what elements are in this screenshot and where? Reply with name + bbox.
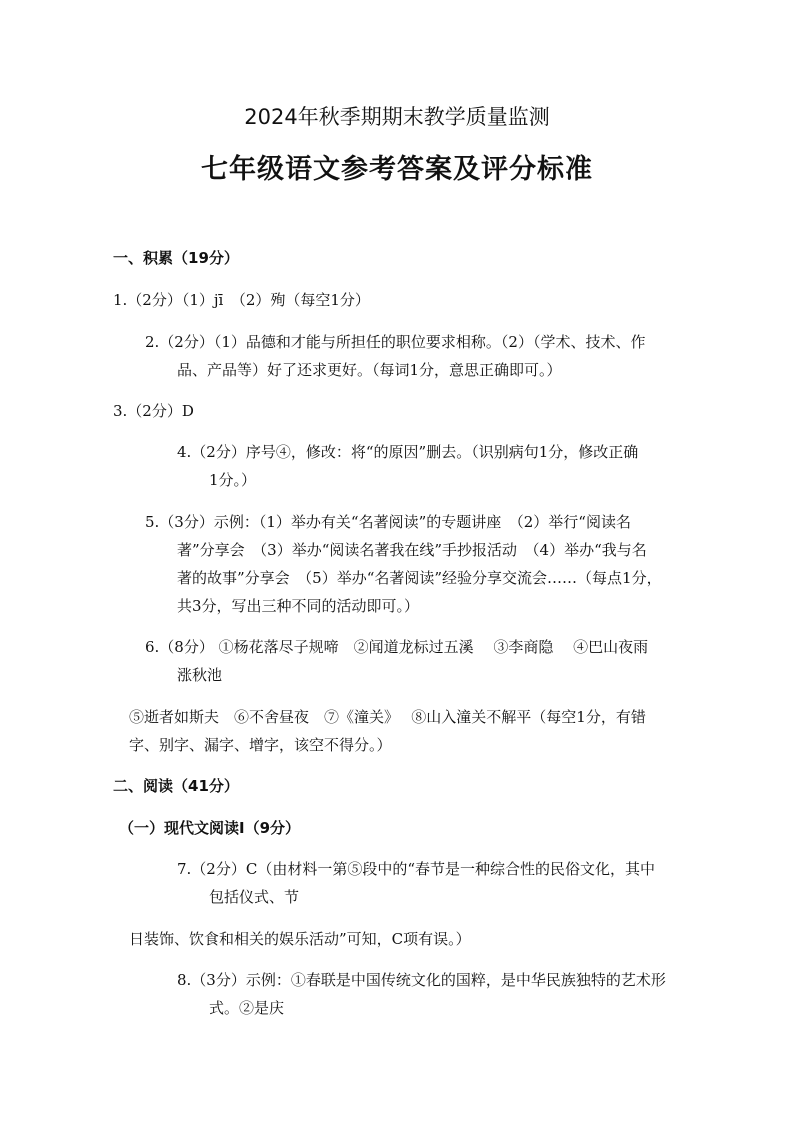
exam-title: 2024年秋季期期末教学质量监测 — [244, 105, 550, 129]
answer-key-title: 七年级语文参考答案及评分标准 — [201, 154, 593, 185]
question-4-answer — [177, 438, 638, 494]
answer-line: 8.（3分）示例：①春联是中国传统文化的国粹，是中华民族独特的艺术形 — [177, 971, 666, 989]
question-8-answer — [177, 966, 666, 1022]
question-7-continued: 日装饰、饮食和相关的娱乐活动”可知，C项有误。） — [129, 930, 471, 948]
question-7-answer — [177, 855, 655, 911]
answer-line: 4.（2分）序号④，修改：将“的原因”删去。（识别病句1分，修改正确 — [177, 443, 639, 461]
answer-line: 1分。） — [209, 471, 257, 489]
answer-line: 共3分，写出三种不同的活动即可。） — [177, 597, 420, 615]
subsection-modern-reading-title: （一）现代文阅读Ⅰ（9分） — [119, 819, 301, 837]
answer-line: 7.（2分）C（由材料一第⑤段中的“春节是一种综合性的民俗文化，其中 — [177, 860, 656, 878]
section-reading-title: 二、阅读（41分） — [113, 777, 239, 795]
question-1-answer: 1.（2分）（1）jī （2）殉（每空1分） — [113, 291, 370, 309]
answer-line: 字、别字、漏字、增字，该空不得分。） — [129, 736, 392, 754]
answer-line: 式。②是庆 — [209, 999, 285, 1017]
question-3-answer: 3.（2分）D — [113, 402, 194, 420]
answer-line: 包括仪式、节 — [209, 888, 300, 906]
answer-line: 5.（3分）示例：（1）举办有关“名著阅读”的专题讲座 （2）举行“阅读名 — [145, 513, 631, 531]
answer-line: 品、产品等）好了还求更好。（每词1分，意思正确即可。） — [177, 361, 562, 379]
section-accumulation-title: 一、积累（19分） — [113, 249, 239, 267]
question-6-continued — [129, 703, 646, 759]
answer-line: 涨秋池 — [177, 666, 223, 684]
question-5-answer — [145, 508, 662, 620]
answer-line: 著的故事”分享会 （5）举办“名著阅读”经验分享交流会……（每点1分， — [177, 569, 662, 587]
question-6-answer — [145, 633, 648, 689]
answer-line: 6.（8分） ①杨花落尽子规啼 ②闻道龙标过五溪 ③李商隐 ④巴山夜雨 — [145, 638, 649, 656]
answer-line: 著”分享会 （3）举办“阅读名著我在线”手抄报活动 （4）举办“我与名 — [177, 541, 647, 559]
question-2-answer — [145, 328, 645, 384]
answer-line: ⑤逝者如斯夫 ⑥不舍昼夜 ⑦《潼关》 ⑧山入潼关不解平（每空1分，有错 — [129, 708, 646, 726]
answer-line: 2.（2分）（1）品德和才能与所担任的职位要求相称。（2）（学术、技术、作 — [145, 333, 646, 351]
